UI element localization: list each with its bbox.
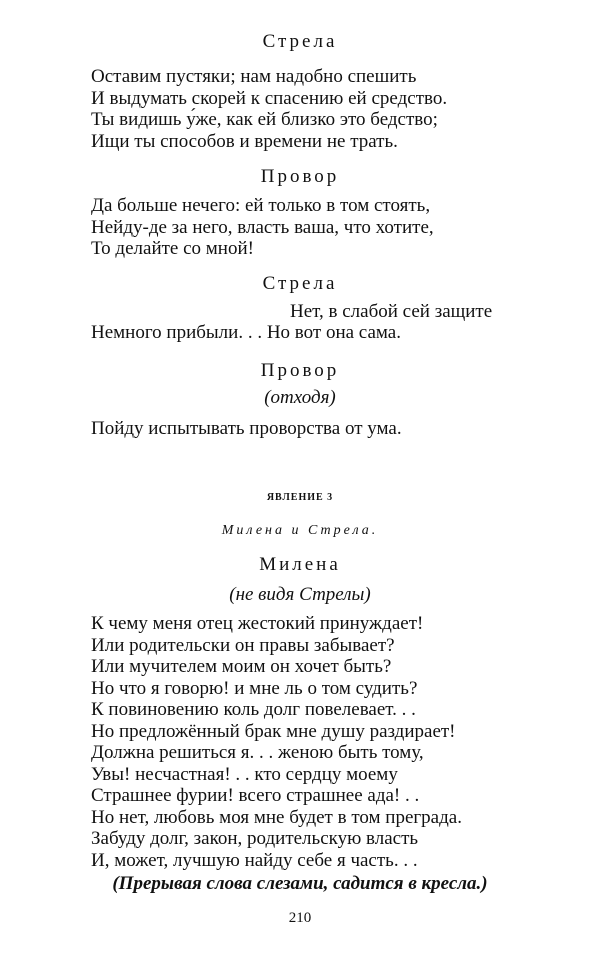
verse-line: Должна решиться я. . . женою быть тому, — [91, 742, 424, 763]
verse-line: Ищи ты способов и времени не трать. — [91, 130, 398, 152]
stage-direction: (отходя) — [264, 387, 336, 408]
verse-block — [91, 418, 402, 440]
verse-line: Или родительски он правы забывает? — [91, 634, 395, 656]
verse-line: Но что я говорю! и мне ль о том судить? — [91, 677, 418, 699]
page-number: 210 — [288, 910, 312, 926]
scene-title: ЯВЛЕНИЕ 3 — [266, 492, 334, 503]
verse-line: Забуду долг, закон, родительскую власть — [91, 828, 419, 849]
speaker-name: Стрела — [262, 273, 338, 294]
verse-line: Пойду испытывать проворства от ума. — [91, 418, 402, 439]
verse-line: И выдумать скорей к спасению ей средство. — [91, 87, 448, 109]
scene-cast: Милена и Стрела. — [221, 523, 379, 538]
speaker-name: Провор — [260, 360, 340, 381]
verse-line: Страшнее фурии! всего страшнее ада! . . — [91, 785, 420, 806]
speaker-name: Стрела — [262, 31, 338, 52]
verse-line: Нейду-де за него, власть ваша, что хотите, — [91, 216, 434, 238]
verse-block — [91, 613, 462, 871]
verse-line: Но предложённый брак мне душу раздирает! — [91, 720, 456, 742]
verse-line: То делайте со мной! — [91, 238, 254, 259]
verse-line: Оставим пустяки; нам надобно спешить — [91, 66, 417, 87]
verse-line: Ты видишь у́же, как ей близко это бедство; — [91, 109, 438, 130]
speaker-name: Милена — [259, 554, 341, 575]
verse-line: К чему меня отец жестокий принуждает! — [91, 613, 424, 634]
verse-line: Или мучителем моим он хочет быть? — [91, 656, 392, 677]
verse-continuation: Нет, в слабой сей защите — [290, 301, 493, 322]
verse-block — [91, 322, 401, 344]
verse-line: Увы! несчастная! . . кто сердцу моему — [91, 763, 398, 785]
verse-line: Немного прибыли. . . Но вот она сама. — [91, 322, 401, 343]
closing-stage-direction: (Прерывая слова слезами, садится в кресла.) — [112, 873, 488, 894]
verse-block — [91, 195, 434, 260]
speaker-name: Провор — [260, 166, 340, 187]
verse-line: Но нет, любовь моя мне будет в том преграда. — [91, 806, 462, 828]
verse-line: Да больше нечего: ей только в том стоять, — [91, 195, 431, 216]
stage-direction: (не видя Стрелы) — [229, 584, 371, 605]
verse-line: К повиновению коль долг повелевает. . . — [91, 699, 416, 720]
verse-block — [91, 66, 447, 152]
verse-line: И, может, лучшую найду себе я часть. . . — [91, 849, 418, 871]
